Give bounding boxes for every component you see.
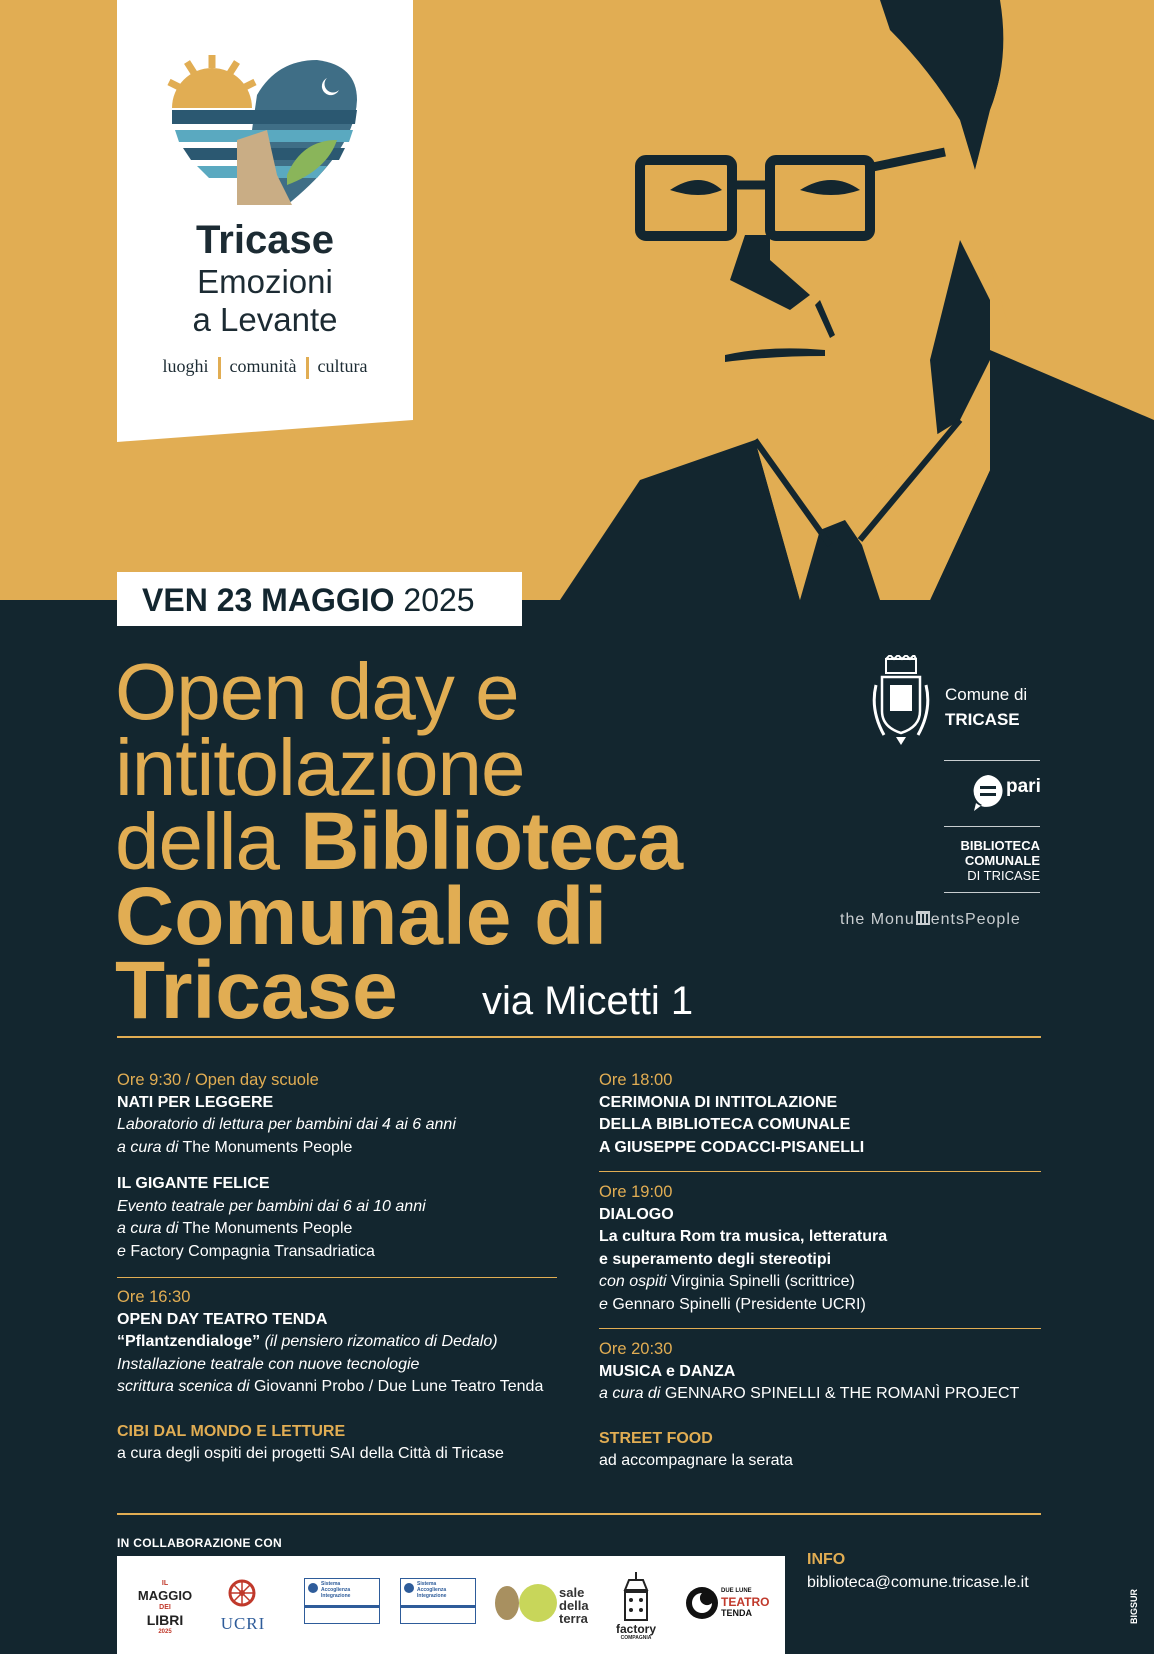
event-credit: a cura di GENNARO SPINELLI & THE ROMANÌ PROJECT bbox=[599, 1385, 1020, 1402]
event-divider bbox=[117, 1277, 557, 1278]
sponsor-logos-strip bbox=[117, 1556, 785, 1654]
event-description: Installazione teatrale con nuove tecnologie bbox=[117, 1355, 420, 1373]
comune-label-2: TRICASE bbox=[945, 710, 1020, 729]
ucri-label: UCRI bbox=[220, 1614, 266, 1633]
portrait-eye-left bbox=[670, 180, 722, 195]
event-credit: a cura di The Monuments People bbox=[117, 1138, 353, 1156]
title-line-5: Tricase bbox=[115, 945, 398, 1036]
sale-della-terra-label: sale della terra bbox=[559, 1585, 589, 1626]
logo-tags bbox=[117, 356, 413, 379]
info-email: biblioteca@comune.tricase.le.it bbox=[807, 1574, 1029, 1591]
title-line-3-bold: Biblioteca bbox=[300, 796, 683, 887]
event-title-line: CERIMONIA DI INTITOLAZIONE bbox=[599, 1093, 838, 1111]
side-divider bbox=[944, 892, 1040, 893]
event-credit: a cura di The Monuments People bbox=[117, 1220, 353, 1237]
side-divider bbox=[944, 760, 1040, 761]
event-guest: con ospiti Virginia Spinelli (scrittrice) bbox=[599, 1273, 855, 1290]
title-line-2: intitolazione bbox=[115, 723, 525, 812]
event-title: IL GIGANTE FELICE bbox=[117, 1175, 270, 1192]
designer-credit: BIGSUR bbox=[1129, 1588, 1139, 1624]
monuments-label-b: entsPeople bbox=[930, 911, 1021, 928]
portrait-nose bbox=[730, 235, 810, 310]
info-label: INFO bbox=[807, 1551, 846, 1568]
program-left bbox=[117, 1069, 557, 1263]
event-date-day: VEN 23 MAGGIO bbox=[142, 582, 395, 618]
event-date bbox=[142, 580, 475, 620]
event-description: Laboratorio di lettura per bambini dai 4 ai 6 anni bbox=[117, 1116, 456, 1133]
event-title: STREET FOOD bbox=[599, 1429, 713, 1447]
comune-label-1: Comune di bbox=[945, 685, 1028, 704]
due-lune-label: DUE LUNE TEATRO TENDA bbox=[721, 1588, 770, 1618]
event-time: Ore 20:30 bbox=[599, 1340, 673, 1358]
portrait-glasses-arm bbox=[868, 152, 945, 168]
tag-separator bbox=[218, 357, 221, 379]
sai-logo-1: Sistema Accoglienza Integrazione bbox=[304, 1578, 380, 1624]
event-credit: e Factory Compagnia Transadriatica bbox=[117, 1242, 375, 1260]
event-description: a cura degli ospiti dei progetti SAI della Città di Tricase bbox=[117, 1445, 504, 1462]
side-divider bbox=[944, 826, 1040, 827]
biblioteca-logo bbox=[900, 838, 1040, 883]
program-right-3 bbox=[599, 1338, 1059, 1473]
factory-label: factory COMPAGNIA bbox=[615, 1622, 656, 1641]
logo-tag: luoghi bbox=[162, 356, 209, 376]
sai-dot-icon bbox=[308, 1583, 318, 1593]
pari-logo-icon bbox=[970, 773, 1006, 813]
portrait-cheek-line bbox=[815, 300, 835, 338]
event-subtitle: La cultura Rom tra musica, letteratura bbox=[599, 1228, 888, 1245]
event-address: via Micetti 1 bbox=[482, 979, 694, 1023]
portrait-mouth bbox=[725, 348, 825, 362]
program-left-2 bbox=[117, 1286, 577, 1466]
sai-dot-icon bbox=[404, 1583, 414, 1593]
ucri-wheel-icon bbox=[227, 1578, 257, 1608]
section-divider bbox=[117, 1513, 1041, 1515]
event-title: MUSICA e DANZA bbox=[599, 1362, 736, 1380]
monuments-temple-icon bbox=[916, 911, 930, 925]
title-line-1: Open day e bbox=[115, 647, 519, 736]
event-time: Ore 19:00 bbox=[599, 1183, 673, 1201]
program-right bbox=[599, 1069, 1049, 1159]
event-description: ad accompagnare la serata bbox=[599, 1452, 793, 1469]
event-title: DIALOGO bbox=[599, 1205, 674, 1223]
event-divider bbox=[599, 1328, 1041, 1329]
sale-della-terra-icon bbox=[495, 1586, 519, 1620]
maggio-dei-libri-logo: IL MAGGIO DEI LIBRI 2025 bbox=[137, 1580, 193, 1635]
biblioteca-label-1: BIBLIOTECA bbox=[960, 838, 1040, 853]
program-right-2 bbox=[599, 1181, 1049, 1316]
factory-logo-icon bbox=[619, 1570, 653, 1624]
event-title-line: DELLA BIBLIOTECA COMUNALE bbox=[599, 1116, 851, 1133]
logo-tag: cultura bbox=[317, 356, 368, 376]
sai-logo-2: Sistema Accoglienza Integrazione bbox=[400, 1578, 476, 1624]
event-time: Ore 18:00 bbox=[599, 1071, 673, 1089]
logo-tag: comunità bbox=[229, 356, 297, 376]
biblioteca-label-3: DI TRICASE bbox=[967, 868, 1040, 883]
monuments-label-a: the Monu bbox=[840, 911, 915, 928]
event-divider bbox=[599, 1171, 1041, 1172]
event-credit: scrittura scenica di Giovanni Probo / Due Lune Teatro Tenda bbox=[117, 1378, 544, 1395]
title-line-3-regular: della bbox=[115, 797, 280, 886]
monuments-people-logo bbox=[840, 911, 1021, 929]
logo-name: Tricase bbox=[196, 218, 334, 262]
comune-crest-icon bbox=[868, 655, 934, 747]
event-guest: e Gennaro Spinelli (Presidente UCRI) bbox=[599, 1295, 866, 1313]
collaboration-label: IN COLLABORAZIONE CON bbox=[117, 1536, 282, 1550]
event-title-line: A GIUSEPPE CODACCI-PISANELLI bbox=[599, 1138, 865, 1156]
event-time: Ore 16:30 bbox=[117, 1288, 191, 1306]
pari-label: pari bbox=[1006, 776, 1041, 797]
event-description: Evento teatrale per bambini dai 6 ai 10 anni bbox=[117, 1197, 426, 1215]
due-lune-logo-icon bbox=[685, 1586, 719, 1620]
portrait-glasses-right bbox=[770, 160, 870, 236]
event-subtitle: e superamento degli stereotipi bbox=[599, 1250, 832, 1268]
logo-tagline-2: a Levante bbox=[192, 301, 338, 338]
logo-tagline-1: Emozioni bbox=[197, 263, 333, 300]
portrait-glasses-left bbox=[640, 160, 732, 236]
event-work: “Pflantzendialoge” (il pensiero rizomatico di Dedalo) bbox=[117, 1333, 498, 1350]
event-date-year: 2025 bbox=[403, 582, 475, 618]
portrait-eye-right bbox=[800, 180, 860, 195]
section-divider bbox=[117, 1036, 1041, 1038]
event-time: Ore 9:30 / Open day scuole bbox=[117, 1071, 319, 1089]
event-title: NATI PER LEGGERE bbox=[117, 1093, 274, 1111]
sale-della-terra-icon-2 bbox=[519, 1584, 557, 1622]
portrait-head-shadow bbox=[975, 40, 1154, 330]
biblioteca-label-2: COMUNALE bbox=[964, 853, 1040, 868]
event-title: OPEN DAY TEATRO TENDA bbox=[117, 1310, 328, 1328]
event-title: CIBI DAL MONDO E LETTURE bbox=[117, 1422, 346, 1440]
tag-separator bbox=[306, 357, 309, 379]
title-line-4: Comunale di bbox=[115, 871, 608, 962]
